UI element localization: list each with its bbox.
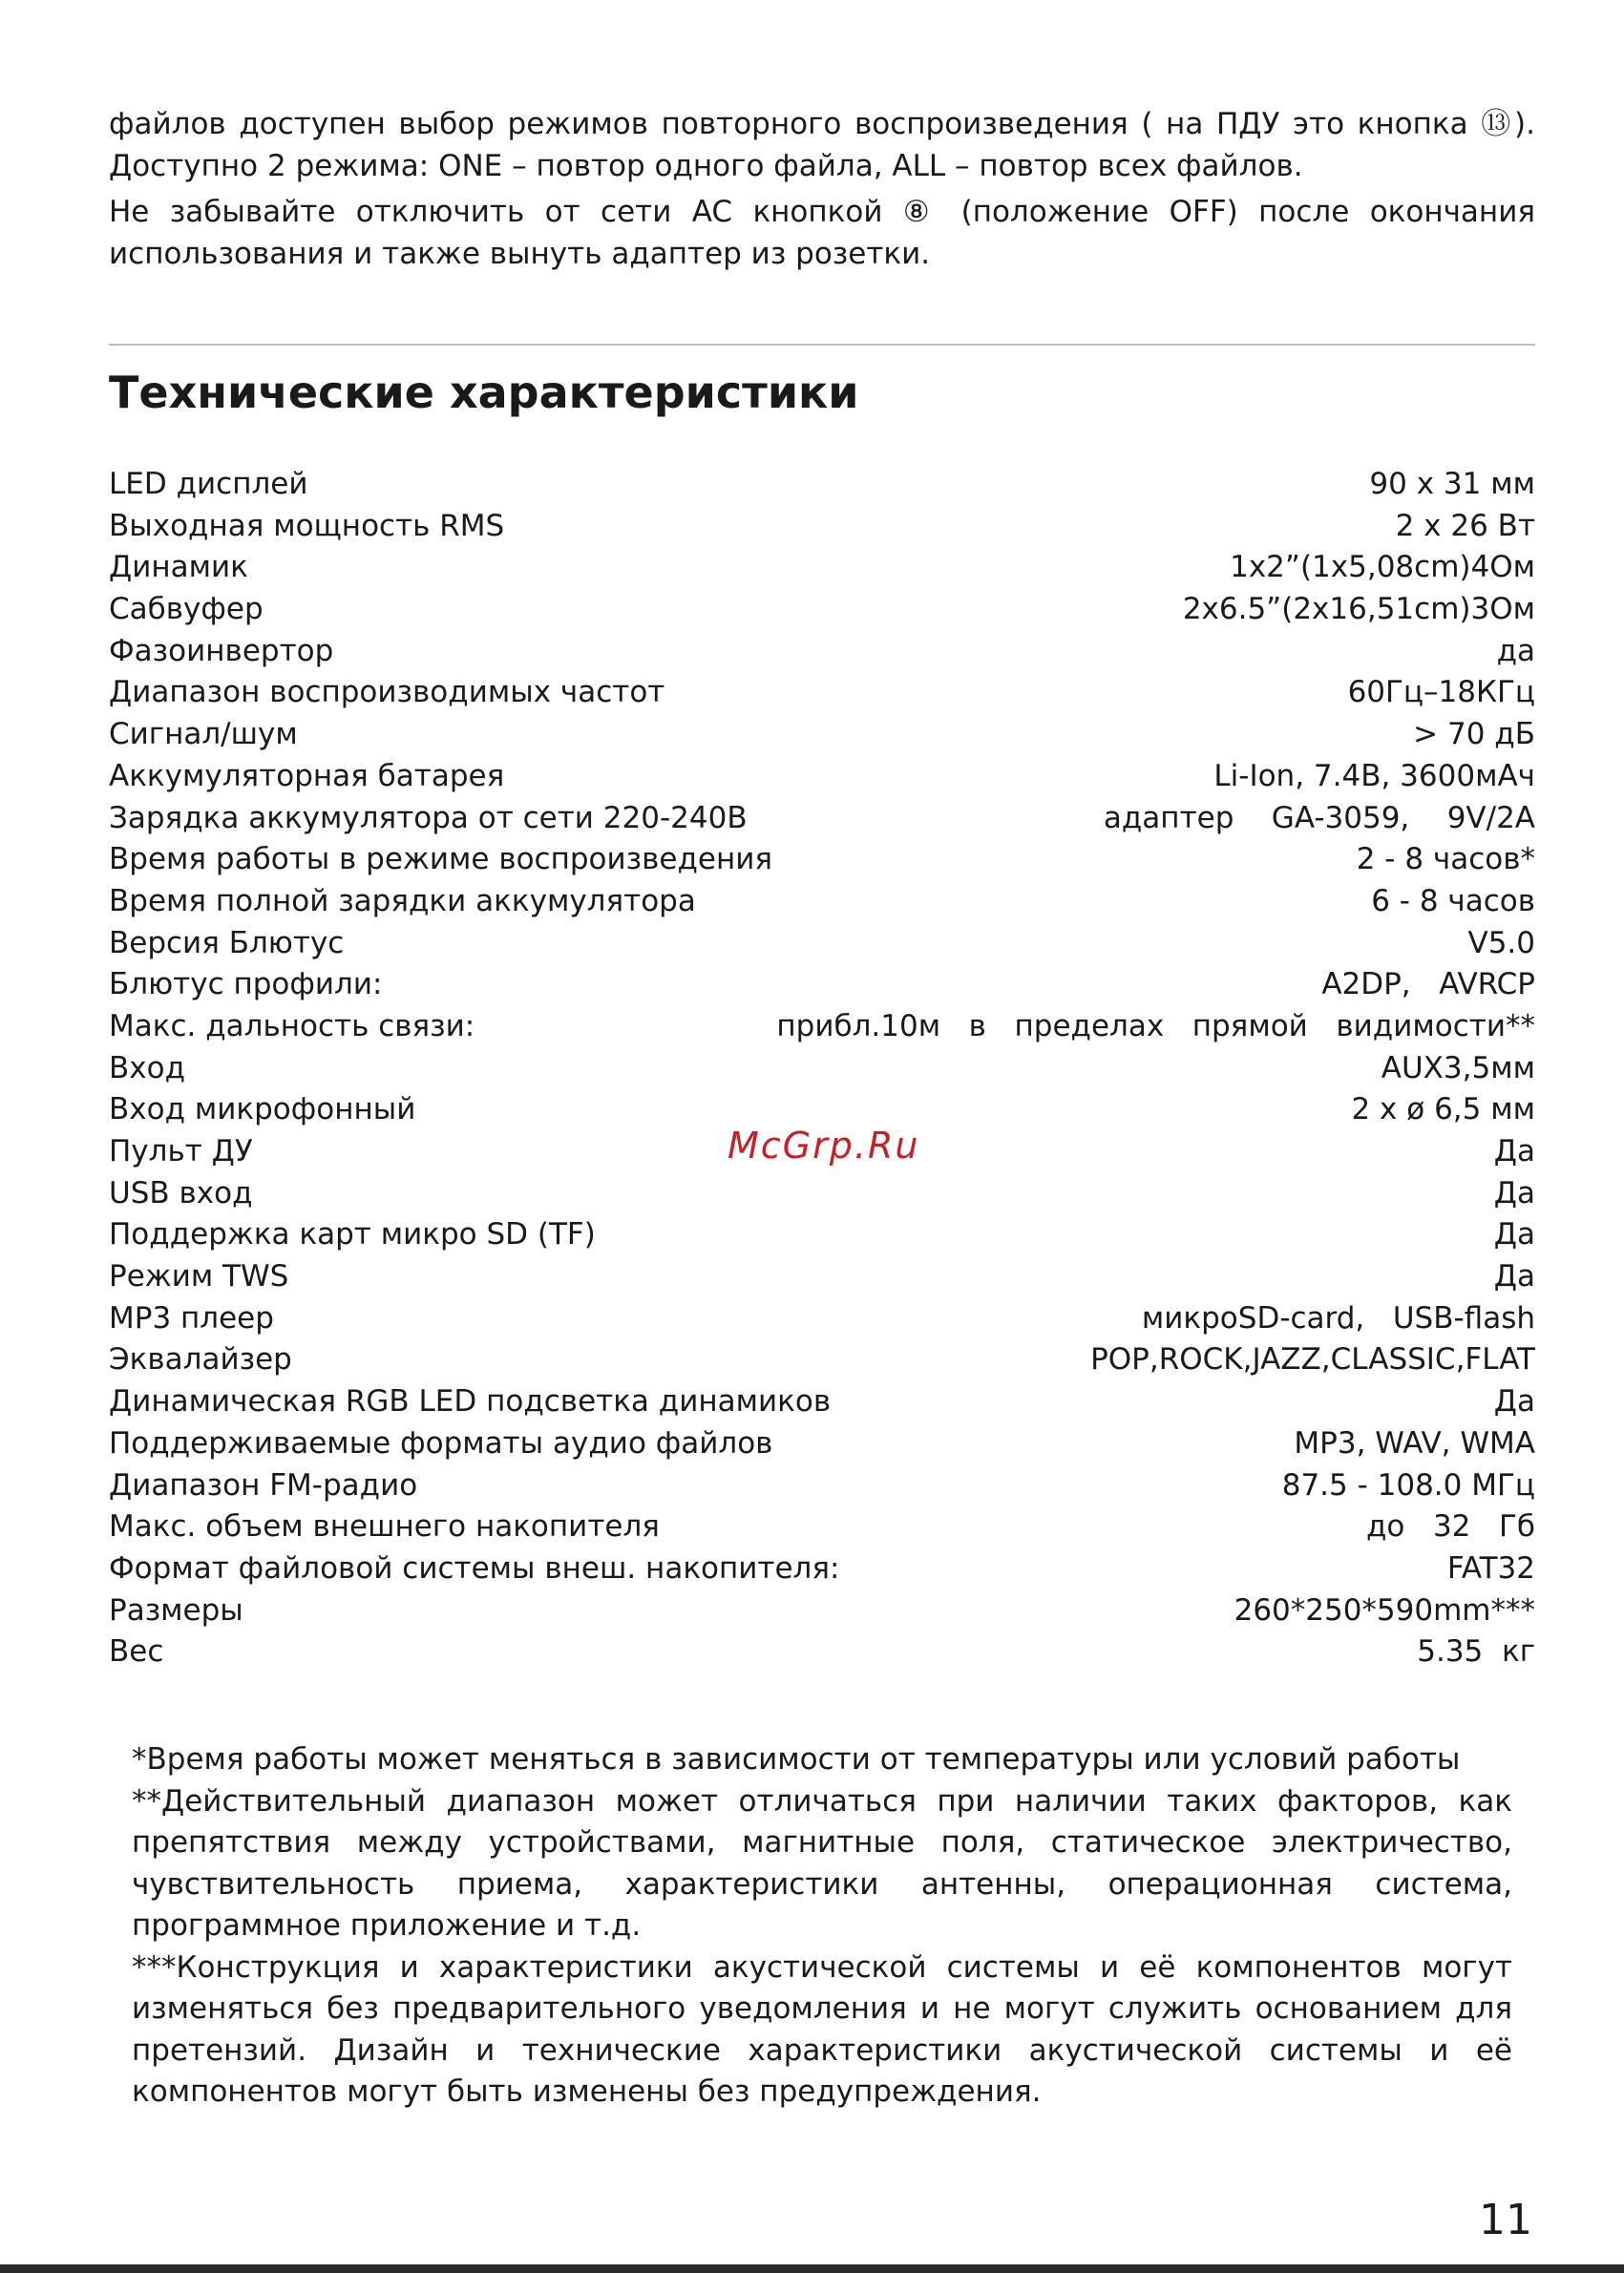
spec-label: LED дисплей [109,467,308,501]
footnote-design-changes: ***Конструкция и характеристики акустической системы и её компонентов могут изменяться без предварительного уведомления и не могут служить основанием для претензий. Дизайн и технические характеристики акустической системы и её компонентов могут быть изменены без предупреждения. [132,1949,1512,2109]
spec-value: адаптер GA-3059, 9V/2A [1103,800,1535,835]
spec-label: Зарядка аккумулятора от сети 220-240В [109,800,748,835]
spec-row [109,1548,1535,1590]
spec-label: Режим TWS [109,1259,289,1294]
spec-row [109,1465,1535,1507]
spec-value: 87.5 - 108.0 МГц [1281,1467,1535,1503]
spec-label: Сабвуфер [109,592,264,627]
spec-value: Да [1493,1259,1535,1294]
spec-row [109,1506,1535,1548]
specs-table [109,464,1535,1673]
spec-value: Да [1493,1384,1535,1420]
spec-value: да [1496,633,1535,668]
spec-row [109,881,1535,923]
spec-label: USB вход [109,1175,253,1210]
intro-paragraph-power-off: Не забывайте отключить от сети AC кнопкой ⑧ (положение OFF) после окончания использования и также вынуть адаптер из розетки. [109,195,1535,271]
spec-row [109,1423,1535,1465]
spec-label: Динамик [109,550,248,585]
spec-label: Пульт ДУ [109,1134,253,1168]
spec-label: Версия Блютус [109,925,345,960]
spec-row [109,756,1535,798]
spec-value: Li-Ion, 7.4В, 3600мАч [1213,758,1535,793]
spec-label: Фазоинвертор [109,633,334,668]
spec-row [109,1048,1535,1090]
spec-row [109,1381,1535,1423]
spec-row [109,1214,1535,1256]
spec-row [109,798,1535,840]
spec-label: Макс. дальность связи: [109,1008,475,1043]
spec-row [109,923,1535,965]
spec-value: 1х2”(1х5,08cm)4Ом [1230,550,1535,585]
spec-value: 2 х ø 6,5 мм [1351,1092,1535,1127]
footnote-runtime: *Время работы может меняться в зависимости от температуры или условий работы [132,1742,1461,1777]
spec-label: Макс. объем внешнего накопителя [109,1509,660,1545]
spec-row [109,589,1535,631]
spec-label: Поддерживаемые форматы аудио файлов [109,1425,773,1461]
spec-row [109,1173,1535,1215]
spec-value: 2 х 26 Вт [1395,508,1535,543]
spec-row [109,672,1535,714]
spec-label: Вход микрофонный [109,1092,416,1127]
spec-value: > 70 дБ [1413,717,1535,752]
spec-label: Поддержка карт микро SD (TF) [109,1217,596,1252]
intro-paragraph-repeat-modes: файлов доступен выбор режимов повторного воспроизведения ( на ПДУ это кнопка ⑬). Доступно 2 режима: ONE – повтор одного файла, ALL – повтор всех файлов. [109,107,1535,183]
spec-value: Да [1493,1175,1535,1210]
footnote-range: **Действительный диапазон может отличаться при наличии таких факторов, как препятствия между устройствами, магнитные поля, статическое электричество, чувствительность приема, характеристики антенны, операционная система, программное приложение и т.д. [132,1783,1512,1943]
spec-row [109,1590,1535,1632]
spec-value: MP3, WAV, WMA [1294,1425,1535,1461]
spec-label: Время полной зарядки аккумулятора [109,883,696,918]
spec-row [109,506,1535,548]
intro-text [109,103,1535,279]
spec-value: прибл.10м в пределах прямой видимости** [776,1008,1535,1043]
spec-row [109,1006,1535,1048]
spec-label: Диапазон воспроизводимых частот [109,675,665,710]
section-title: Технические характеристики [109,367,859,418]
spec-value: Да [1493,1217,1535,1252]
spec-value: AUX3,5мм [1381,1050,1535,1085]
spec-value: V5.0 [1467,925,1535,960]
spec-label: Эквалайзер [109,1342,292,1378]
spec-label: Вход [109,1050,186,1085]
spec-label: Динамическая RGB LED подсветка динамиков [109,1384,832,1420]
spec-row [109,1298,1535,1340]
watermark: McGrp.Ru [728,1125,920,1167]
spec-row [109,1631,1535,1673]
spec-label: Размеры [109,1592,243,1628]
spec-value: 2 - 8 часов* [1356,842,1535,877]
spec-row [109,631,1535,673]
spec-row [109,1339,1535,1381]
spec-value: 260*250*590mm*** [1234,1592,1535,1628]
page-number: 11 [1479,2196,1532,2244]
spec-label: Сигнал/шум [109,717,298,752]
spec-label: Блютус профили: [109,967,383,1002]
spec-row [109,964,1535,1006]
spec-row [109,464,1535,506]
spec-label: Диапазон FM-радио [109,1467,418,1503]
spec-value: Да [1493,1134,1535,1168]
spec-value: до 32 Гб [1366,1509,1535,1545]
spec-label: Формат файловой системы внеш. накопителя: [109,1550,840,1586]
bottom-bar [0,2264,1624,2273]
section-divider [109,344,1535,346]
spec-value: 60Гц–18КГц [1347,675,1535,710]
spec-label: Время работы в режиме воспроизведения [109,842,773,877]
spec-row [109,714,1535,756]
spec-row [109,839,1535,881]
spec-value: A2DP, AVRCP [1321,967,1535,1002]
spec-label: Вес [109,1634,164,1670]
footnotes [132,1739,1512,2114]
spec-value: 6 - 8 часов [1371,883,1535,918]
spec-label: Аккумуляторная батарея [109,758,505,793]
spec-value: 5.35 кг [1417,1634,1535,1670]
spec-label: Выходная мощность RMS [109,508,505,543]
spec-value: 90 х 31 мм [1369,467,1535,501]
spec-row [109,547,1535,589]
spec-label: MP3 плеер [109,1300,274,1336]
spec-value: микроSD-card, USB-flash [1141,1300,1535,1336]
spec-value: 2х6.5”(2х16,51cm)3Ом [1182,592,1535,627]
spec-row [109,1256,1535,1298]
spec-value: POP,ROCK,JAZZ,CLASSIC,FLAT [1090,1342,1535,1378]
spec-value: FAT32 [1446,1550,1535,1586]
